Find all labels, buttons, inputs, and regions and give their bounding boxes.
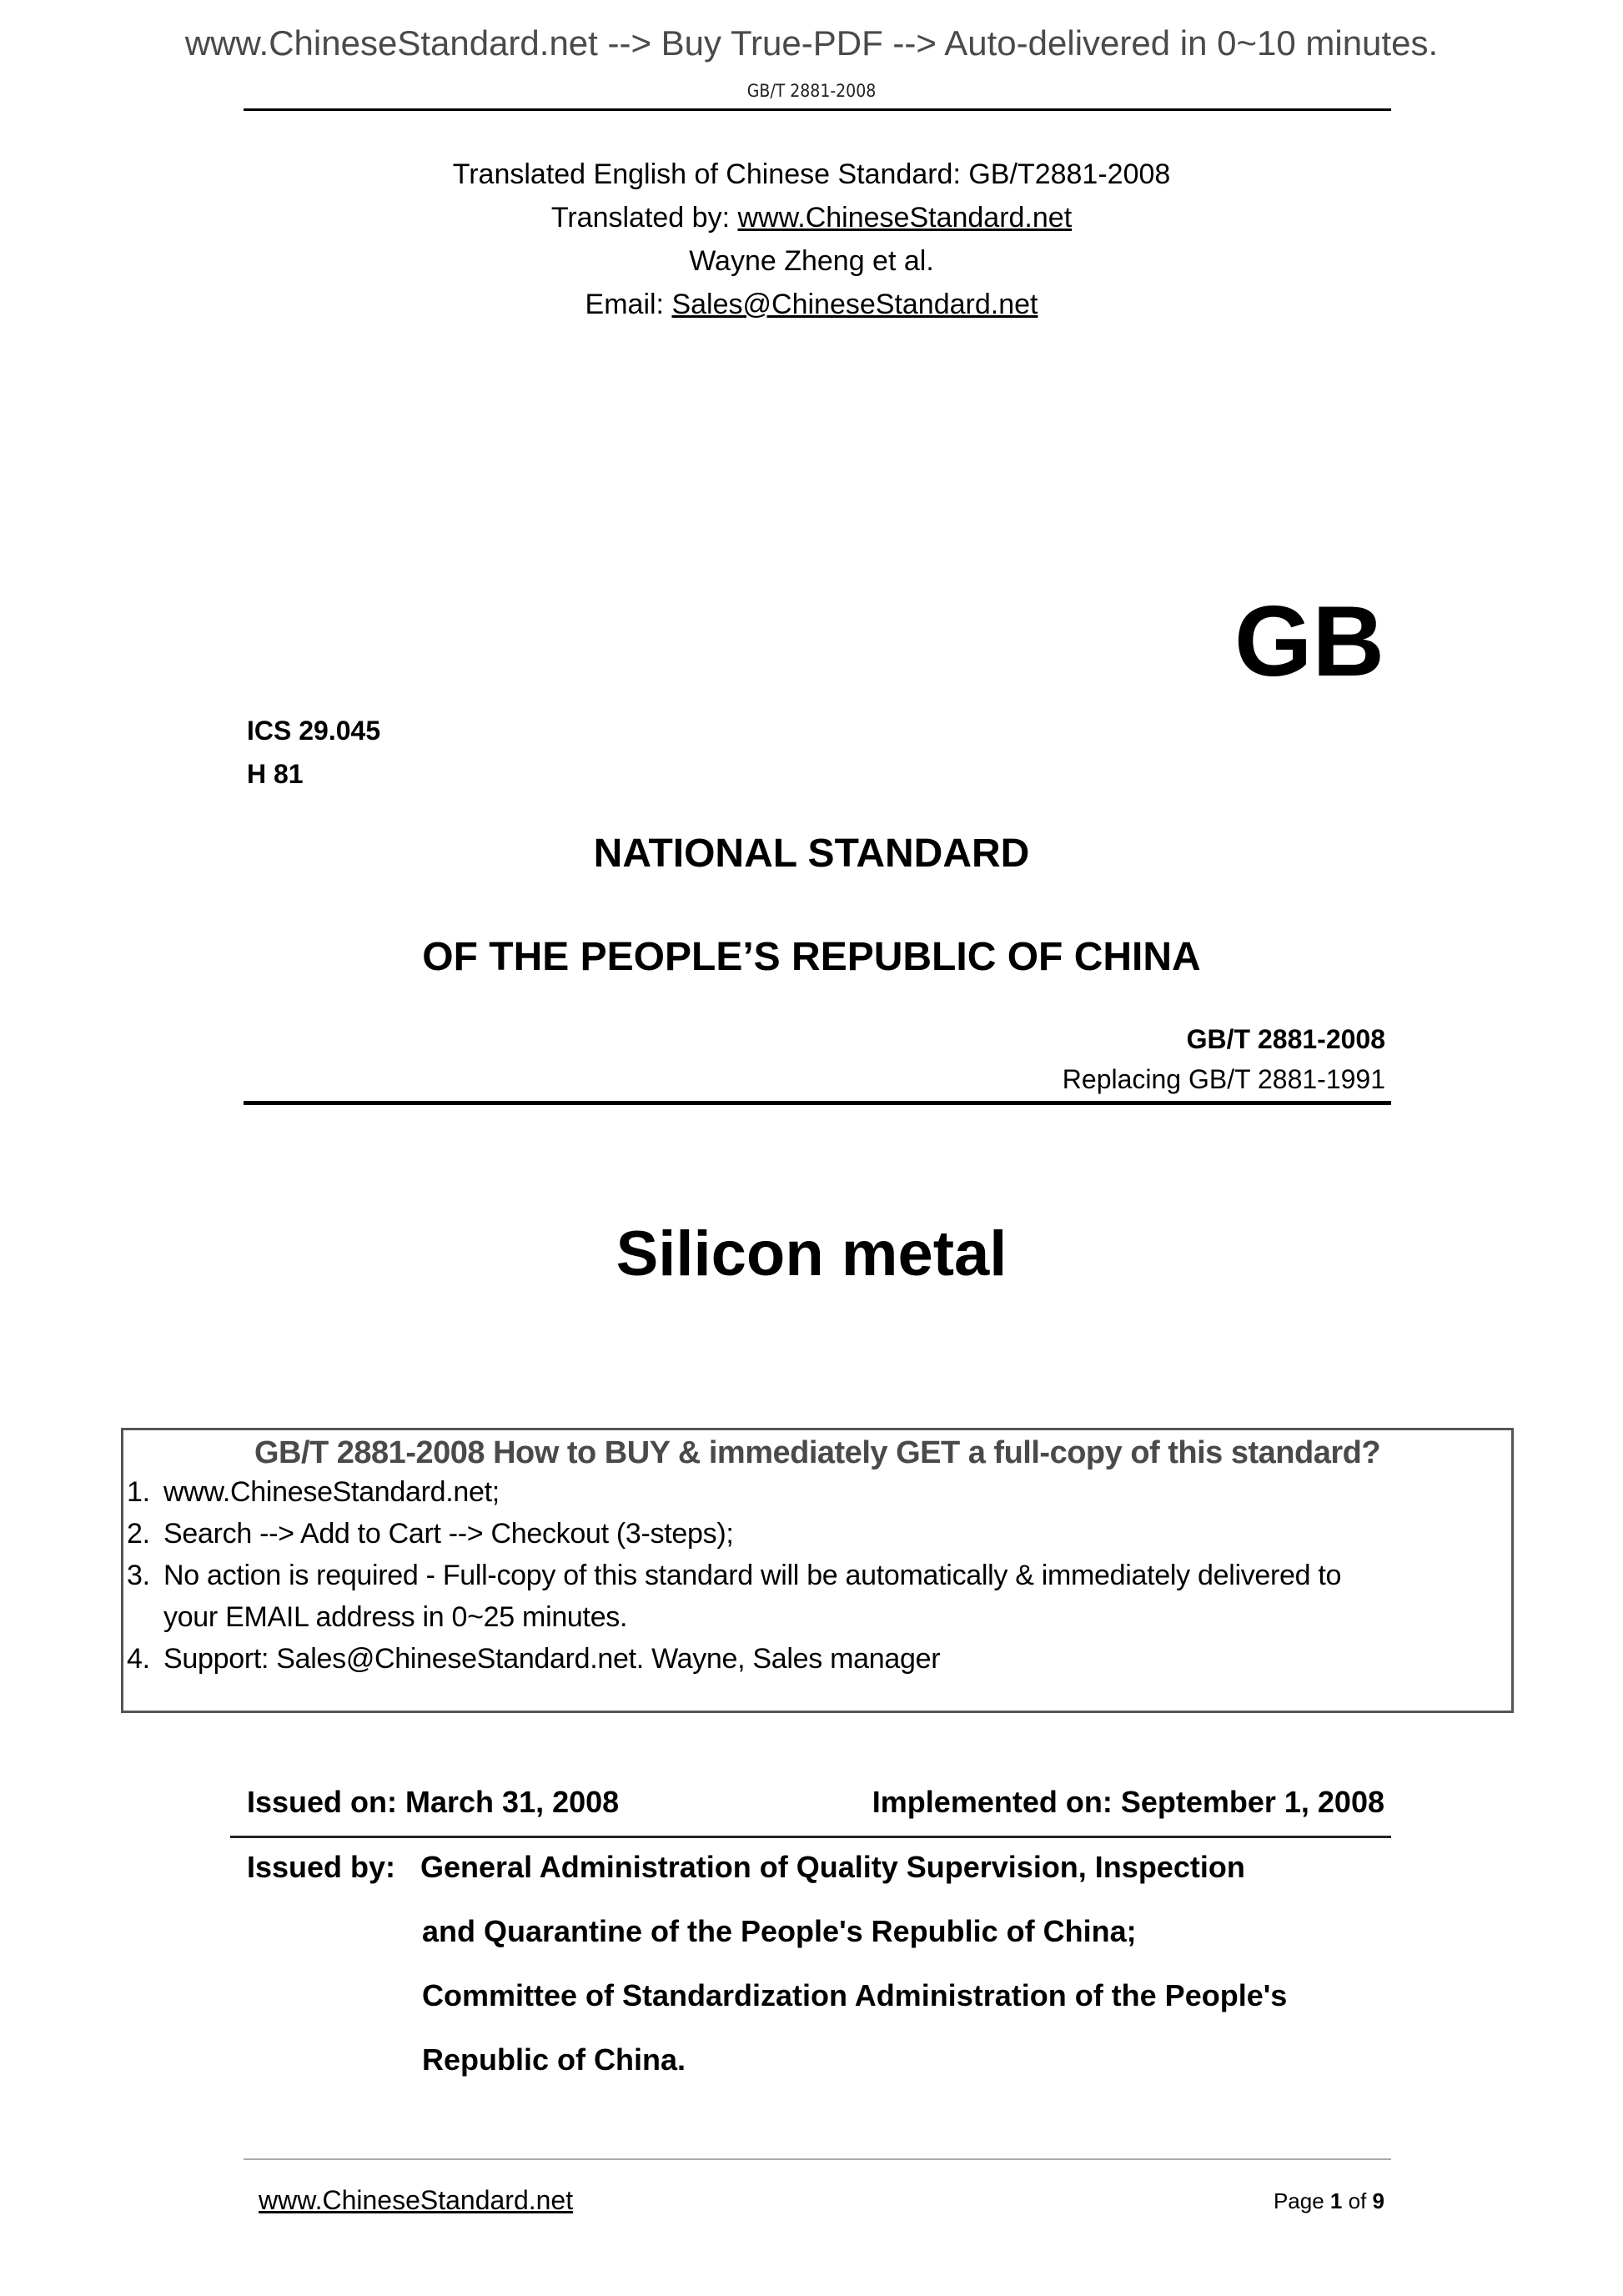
step-number: 2.: [127, 1518, 150, 1550]
promo-banner: www.ChineseStandard.net --> Buy True-PDF --> Auto-delivered in 0~10 minutes.: [184, 23, 1439, 63]
translation-line: Translated English of Chinese Standard: GB/T2881-2008: [452, 158, 1171, 190]
implemented-on-date: Implemented on: September 1, 2008: [872, 1785, 1384, 1819]
buy-step-1: [123, 1471, 1511, 1513]
replacing-code: Replacing GB/T 2881-1991: [1062, 1064, 1385, 1094]
step-text: www.ChineseStandard.net;: [163, 1476, 500, 1508]
national-standard-heading: NATIONAL STANDARD: [593, 831, 1030, 876]
issuer-line: General Administration of Quality Supervision, Inspection: [420, 1850, 1245, 1884]
step-text: Support: Sales@ChineseStandard.net. Wayne, Sales manager: [163, 1643, 941, 1675]
buy-step-3-continuation: your EMAIL address in 0~25 minutes.: [163, 1601, 628, 1633]
page-label: Page: [1273, 2188, 1330, 2213]
footer-link[interactable]: www.ChineseStandard.net: [259, 2185, 574, 2215]
page-of: of: [1342, 2188, 1373, 2213]
ics-code: ICS 29.045: [247, 716, 381, 746]
running-header: GB/T 2881-2008: [746, 81, 877, 101]
header-divider: [244, 108, 1391, 111]
buy-step-3: [123, 1555, 1511, 1596]
code-divider: [244, 1101, 1391, 1105]
buy-box-heading: GB/T 2881-2008 How to BUY & immediately GET a full-copy of this standard?: [254, 1435, 1381, 1470]
translator-names: Wayne Zheng et al.: [689, 245, 934, 277]
issued-on-date: Issued on: March 31, 2008: [247, 1785, 620, 1819]
translated-by-label: Translated by:: [550, 202, 738, 234]
ccs-code: H 81: [247, 759, 304, 789]
buy-step-4: [123, 1638, 1511, 1680]
issued-by-label: Issued by:: [247, 1850, 396, 1884]
page-indicator: [1274, 2188, 1384, 2214]
footer-divider: [244, 2158, 1391, 2160]
step-text: No action is required - Full-copy of this standard will be automatically & immediately delivered to: [163, 1560, 1342, 1591]
step-number: 3.: [127, 1560, 150, 1591]
gb-mark: GB: [1234, 585, 1384, 697]
current-page: 1: [1329, 2188, 1343, 2213]
issuer-line: Committee of Standardization Administration of the People's: [422, 1978, 1288, 2012]
standard-code: GB/T 2881-2008: [1186, 1024, 1385, 1054]
dates-divider: [230, 1836, 1391, 1838]
country-heading: OF THE PEOPLE’S REPUBLIC OF CHINA: [422, 935, 1201, 979]
email-link[interactable]: Sales@ChineseStandard.net: [671, 289, 1038, 320]
email-label: Email:: [585, 289, 672, 320]
buy-info-box: [121, 1428, 1514, 1713]
step-number: 1.: [127, 1476, 150, 1508]
issuer-line: and Quarantine of the People's Republic of China;: [422, 1914, 1137, 1948]
email-line: [0, 289, 1623, 321]
document-title: Silicon metal: [616, 1218, 1007, 1289]
step-text: Search --> Add to Cart --> Checkout (3-steps);: [163, 1518, 734, 1550]
total-pages: 9: [1372, 2188, 1384, 2213]
buy-step-2: [123, 1513, 1511, 1555]
translated-by-line: [0, 202, 1623, 234]
step-number: 4.: [127, 1643, 150, 1675]
translator-link[interactable]: www.ChineseStandard.net: [737, 202, 1073, 234]
issuer-line: Republic of China.: [422, 2042, 686, 2077]
